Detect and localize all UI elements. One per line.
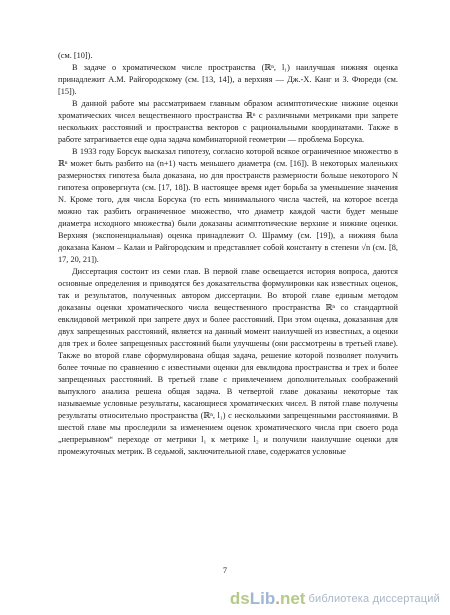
- paragraph-5: Диссертация состоит из семи глав. В первой главе освещается история вопроса, даются основные определения и приводятся без доказательства формулировки как известных оценок, так и результатов, полученных автором диссертации. Во второй главе единым методом доказаны оценки хроматического числа вещественного пространства ℝⁿ со стандартной евклидовой метрикой при запрете двух и более расстояний. При этом оценка, доказанная для двух запрещенных расстояний, является на данный момент наилучшей из известных, а оценки для трех и более запрещенных расстояний были улучшены (они рассмотрены в третьей главе). Также во второй главе сформулирована общая задача, решение которой позволяет получить более точные по сравнению с известными оценки для евклидова пространства и трех и более запрещенных расстояний. В третьей главе с привлечением дополнительных соображений выпуклого анализа решена общая задача. В четвертой главе доказаны некоторые так называемые условные результаты, касающиеся хроматических чисел. В пятой главе получены результаты относительно пространства (ℝⁿ, l₁) с несколькими запрещенными расстояниями. В шестой главе мы проследили за изменением оценок хроматического числа при своего рода „непрерывном“ переходе от метрики l₁ к метрике l₂ и получили наилучшие оценки для промежуточных метрик. В седьмой, заключительной главе, содержатся условные: [58, 267, 398, 456]
- document-body: [58, 50, 398, 458]
- page-number: 7: [222, 566, 228, 575]
- watermark-subtitle: библиотека диссертаций: [308, 593, 440, 605]
- dslib-logo: ds Lib . net: [229, 589, 306, 608]
- paragraph-1: (см. [10]).: [58, 51, 93, 60]
- paragraph-2: В задаче о хроматическом числе пространства (ℝⁿ, l₁) наилучшая нижняя оценка принадлежит А.М. Райгородскому (см. [13, 14]), а верхняя — Дж.-Х. Канг и З. Фюреди (см. [15]).: [58, 63, 398, 96]
- paragraph-3: В данной работе мы рассматриваем главным образом асимптотические нижние оценки хроматических чисел вещественного пространства ℝⁿ с различными метриками при запрете нескольких расстояний и пространства векторов с рациональными координатами. Также в работе затрагивается еще одна задача комбинаторной геометрии — проблема Борсука.: [58, 99, 398, 144]
- dslib-watermark: [230, 589, 440, 609]
- paragraph-4: В 1933 году Борсук высказал гипотезу, согласно которой всякое ограниченное множество в ℝⁿ может быть разбито на (n+1) часть меньшего диаметра (см. [16]). В некоторых маленьких размерностях гипотеза была доказана, но для пространств размерности больше некоторого N гипотеза опровергнута (см. [17, 18]). В настоящее время идет борьба за уменьшение значения N. Кроме того, для числа Борсука (то есть минимального числа частей, на которое всегда можно так разбить ограниченное множество, что диаметр каждой части будет меньше диаметра исходного множества) были доказаны асимптотические верхние и нижние оценки. Верхняя (экспоненциальная) оценка принадлежит О. Шрамму (см. [19]), а нижняя была доказана Каном – Калаи и Райгородским и представляет собой константу в степени √n (см. [8, 17, 20, 21]).: [58, 147, 398, 264]
